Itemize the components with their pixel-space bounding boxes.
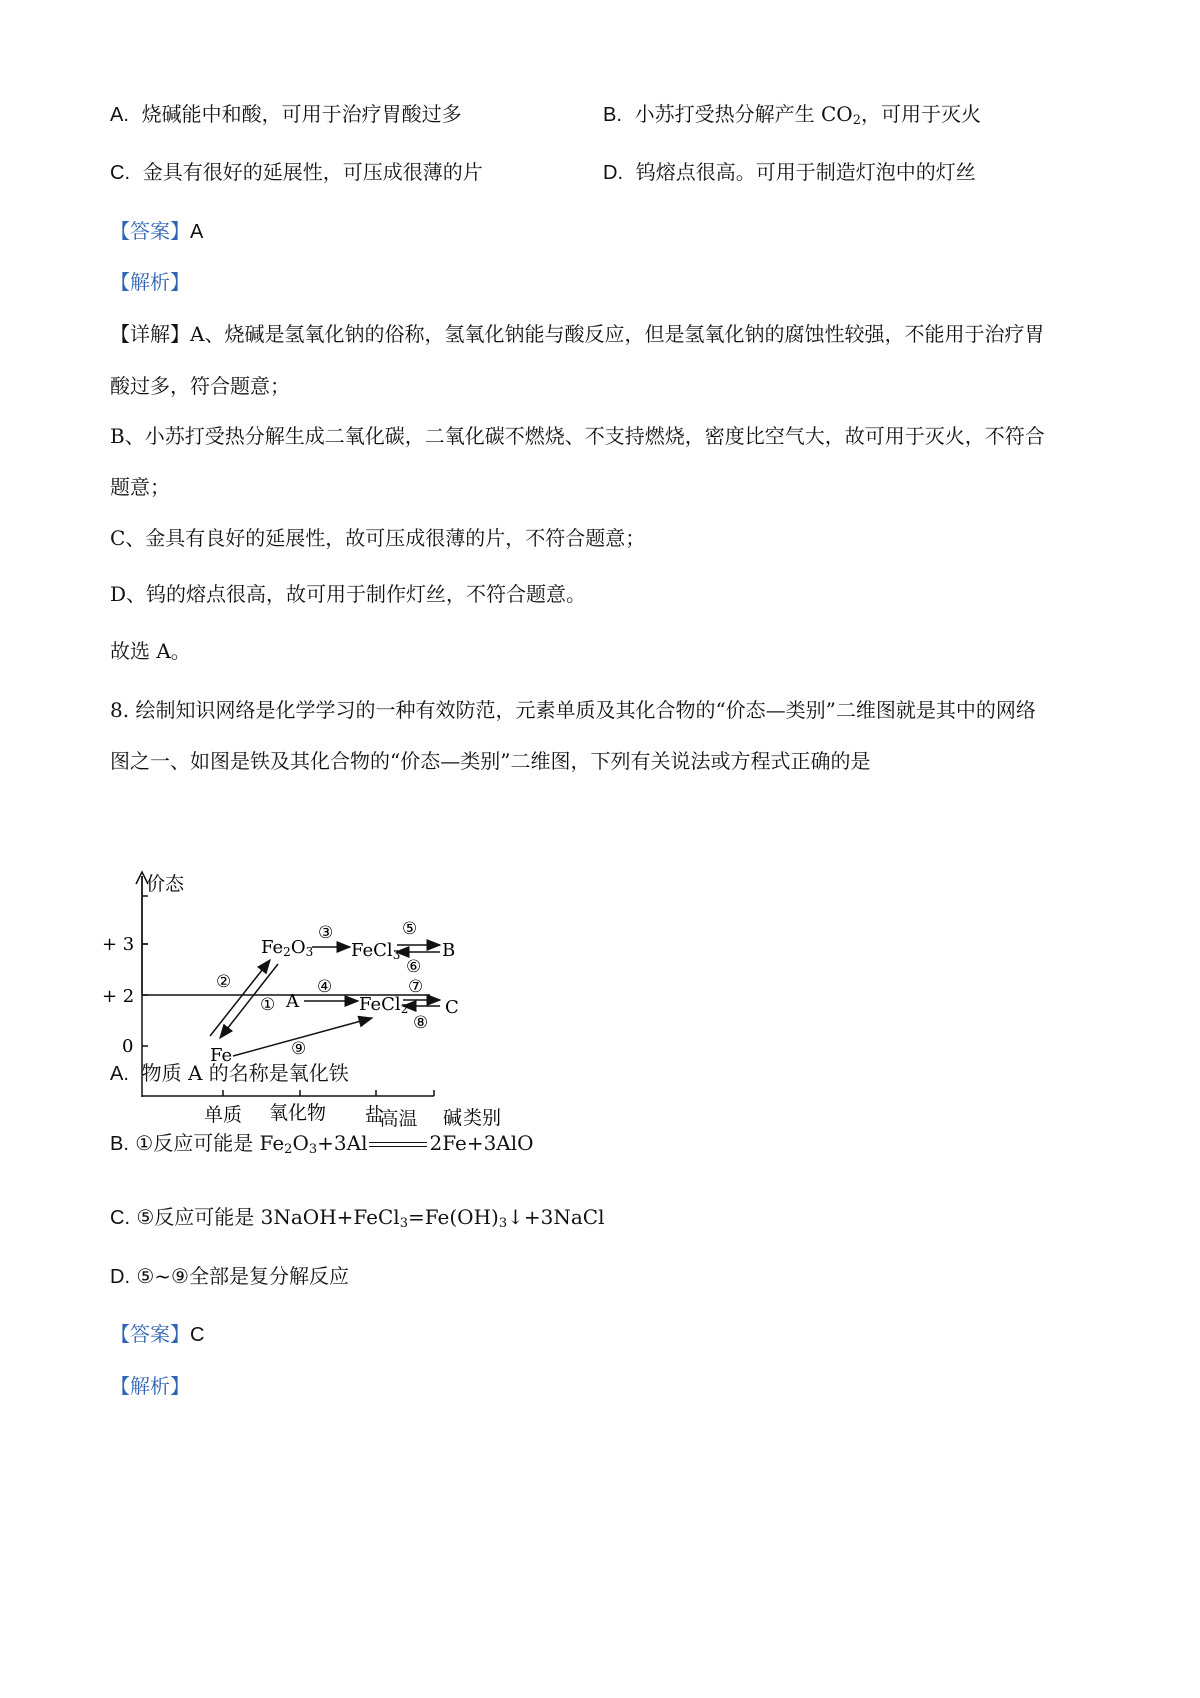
label-reaction-3: ③ bbox=[318, 923, 334, 943]
q8-option-b: B. ①反应可能是 $Fe_2O_3+3Al$ 高温 2Fe+3AlO bbox=[110, 1107, 534, 1157]
y-tick-zero: 0 bbox=[122, 1036, 134, 1057]
q7-option-d: D. 钨熔点很高。可用于制造灯泡中的灯丝 bbox=[603, 160, 976, 184]
species-fe2o3: Fe2O3 bbox=[261, 937, 314, 959]
x-tick-salt: 盐 bbox=[365, 1104, 385, 1126]
q8-stem-line-2: 图之一、如图是铁及其化合物的“价态—类别”二维图，下列有关说法或方程式正确的是 bbox=[110, 749, 871, 773]
label-reaction-1: ① bbox=[260, 995, 276, 1015]
y-tick-plus2: + 2 bbox=[102, 986, 135, 1007]
y-tick-plus3: + 3 bbox=[102, 934, 135, 955]
species-a: A bbox=[286, 991, 299, 1012]
species-fecl3: FeCl3 bbox=[351, 940, 401, 962]
label-reaction-4: ④ bbox=[317, 977, 333, 997]
q8-stem-line-1: 8. 绘制知识网络是化学学习的一种有效防范，元素单质及其化合物的“价态—类别”二维图就是其中的网络 bbox=[110, 698, 1036, 722]
q7-option-a: A. 烧碱能中和酸，可用于治疗胃酸过多 bbox=[110, 102, 462, 126]
q8-answer: 【答案】C bbox=[110, 1322, 205, 1346]
x-tick-base: 碱 bbox=[443, 1107, 463, 1129]
label-reaction-5: ⑤ bbox=[402, 919, 418, 939]
q7-detail-line-6: D、钨的熔点很高，故可用于制作灯丝，不符合题意。 bbox=[110, 582, 587, 606]
label-reaction-6: ⑥ bbox=[406, 957, 422, 977]
q7-detail-line-1: 【详解】A、烧碱是氢氧化钠的俗称，氢氧化钠能与酸反应，但是氢氧化钠的腐蚀性较强，不能用于治疗胃 bbox=[110, 322, 1045, 346]
q7-option-b: B. 小苏打受热分解产生 $CO_2$，可用于灭火 bbox=[603, 102, 981, 128]
q7-detail-line-5: C、金具有良好的延展性，故可压成很薄的片，不符合题意； bbox=[110, 526, 646, 550]
q7-conclusion: 故选 A。 bbox=[110, 639, 191, 663]
x-tick-oxide: 氧化物 bbox=[269, 1102, 327, 1124]
species-fecl2: FeCl2 bbox=[359, 994, 409, 1016]
species-b: B bbox=[442, 940, 456, 961]
label-reaction-8: ⑧ bbox=[413, 1013, 429, 1033]
species-fe: Fe bbox=[210, 1045, 233, 1066]
label-reaction-7: ⑦ bbox=[408, 977, 424, 997]
q7-analysis-heading: 【解析】 bbox=[110, 270, 190, 294]
q7-answer: 【答案】A bbox=[110, 219, 204, 243]
reaction-condition: 高温 bbox=[369, 1135, 427, 1155]
q7-option-c: C. 金具有很好的延展性，可压成很薄的片 bbox=[110, 160, 483, 184]
x-axis-title: 类别 bbox=[463, 1107, 502, 1129]
q8-analysis-heading: 【解析】 bbox=[110, 1374, 190, 1398]
y-axis-title: 价态 bbox=[146, 873, 185, 895]
q8-option-a: A. 物质 A 的名称是氧化铁 bbox=[110, 1061, 349, 1085]
label-reaction-9: ⑨ bbox=[291, 1039, 307, 1059]
q7-detail-line-4: 题意； bbox=[110, 475, 170, 499]
q7-detail-line-3: B、小苏打受热分解生成二氧化碳，二氧化碳不燃烧、不支持燃烧，密度比空气大，故可用于灭火，不符合 bbox=[110, 424, 1045, 448]
q7-detail-line-2: 酸过多，符合题意； bbox=[110, 374, 290, 398]
q8-option-d: D. ⑤~⑨全部是复分解反应 bbox=[110, 1264, 349, 1288]
x-tick-element: 单质 bbox=[204, 1104, 243, 1126]
species-c: C bbox=[445, 997, 459, 1018]
label-reaction-2: ② bbox=[216, 972, 232, 992]
q8-option-c: C. ⑤反应可能是 $3NaOH+FeCl_3=Fe(OH)_3↓+3NaCl$ bbox=[110, 1205, 605, 1231]
